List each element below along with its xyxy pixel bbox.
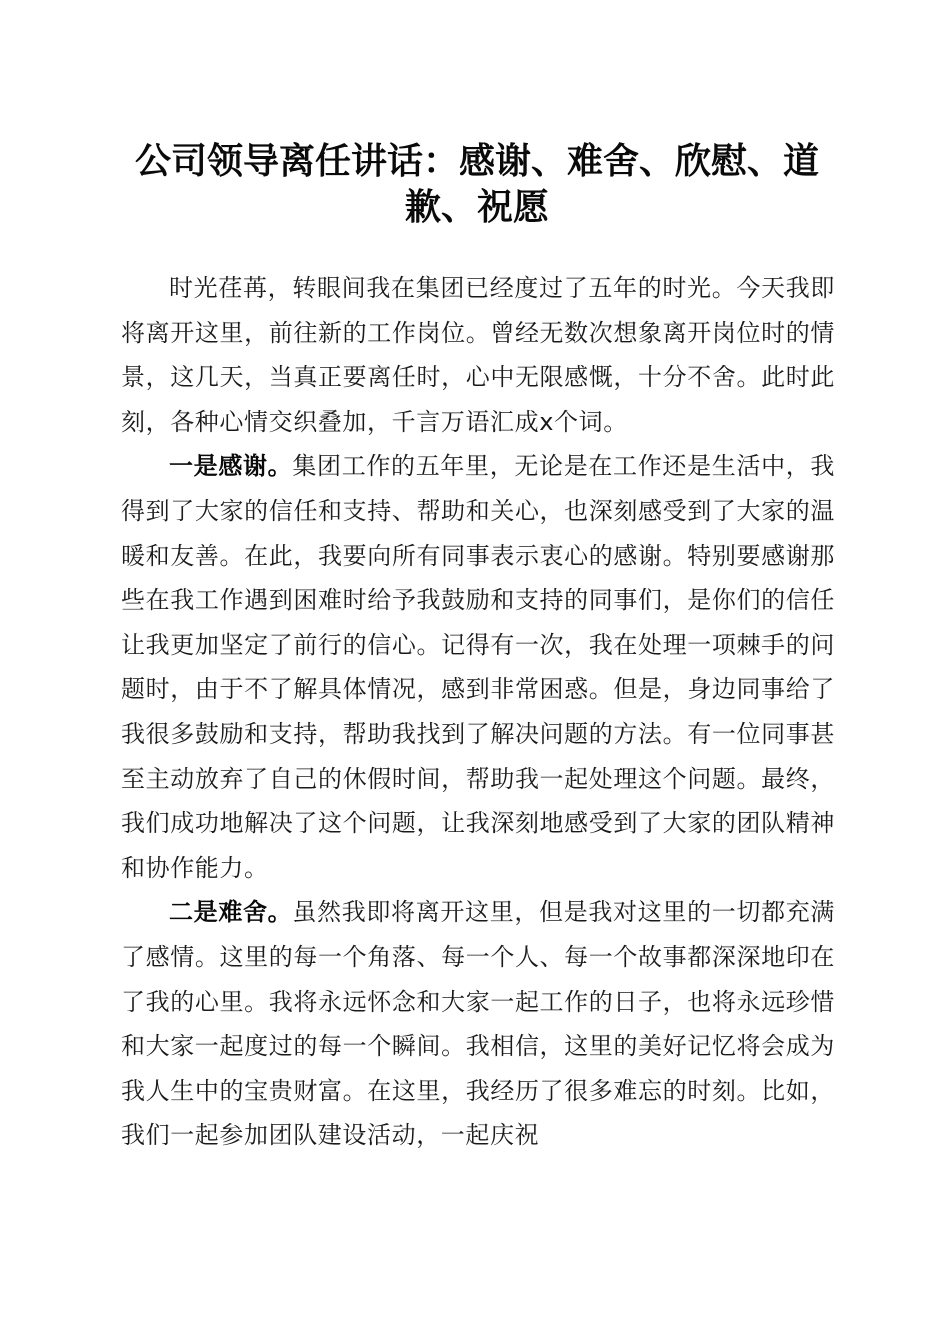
paragraph-text: 集团工作的五年里，无论是在工作还是生活中，我得到了大家的信任和支持、帮助和关心，也深刻感受到了大家的温暖和友善。在此，我要向所有同事表示衷心的感谢。特别要感谢那些在我工作遇到困难时给予我鼓励和支持的同事们，是你们的信任让我更加坚定了前行的信心。记得有一次，我在处理一项棘手的问题时，由于不了解具体情况，感到非常困惑。但是，身边同事给了我很多鼓励和支持，帮助我找到了解决问题的方法。有一位同事甚至主动放弃了自己的休假时间，帮助我一起处理这个问题。最终，我们成功地解决了这个问题，让我深刻地感受到了大家的团队精神和协作能力。 [121, 452, 836, 882]
paragraph-reluctance [121, 890, 835, 1158]
paragraph-thanks [121, 444, 835, 890]
page-title: 公司领导离任讲话：感谢、难舍、欣慰、道歉、祝愿 [134, 140, 819, 228]
document-body [121, 266, 835, 1158]
paragraph-lead: 一是感谢。 [169, 452, 293, 481]
paragraph-text: 虽然我即将离开这里，但是我对这里的一切都充满了感情。这里的每一个角落、每一个人、每一个故事都深深地印在了我的心里。我将永远怀念和大家一起工作的日子，也将永远珍惜和大家一起度过的每一个瞬间。我相信，这里的美好记忆将会成为我人生中的宝贵财富。在这里，我经历了很多难忘的时刻。比如，我们一起参加团队建设活动，一起庆祝 [121, 898, 836, 1150]
paragraph-text: 时光荏苒，转眼间我在集团已经度过了五年的时光。今天我即将离开这里，前往新的工作岗位。曾经无数次想象离开岗位时的情景，这几天，当真正要离任时，心中无限感慨，十分不舍。此时此刻，各种心情交织叠加，千言万语汇成x个词。 [121, 274, 835, 436]
paragraph-lead: 二是难舍。 [169, 898, 293, 927]
paragraph-intro [121, 266, 835, 444]
